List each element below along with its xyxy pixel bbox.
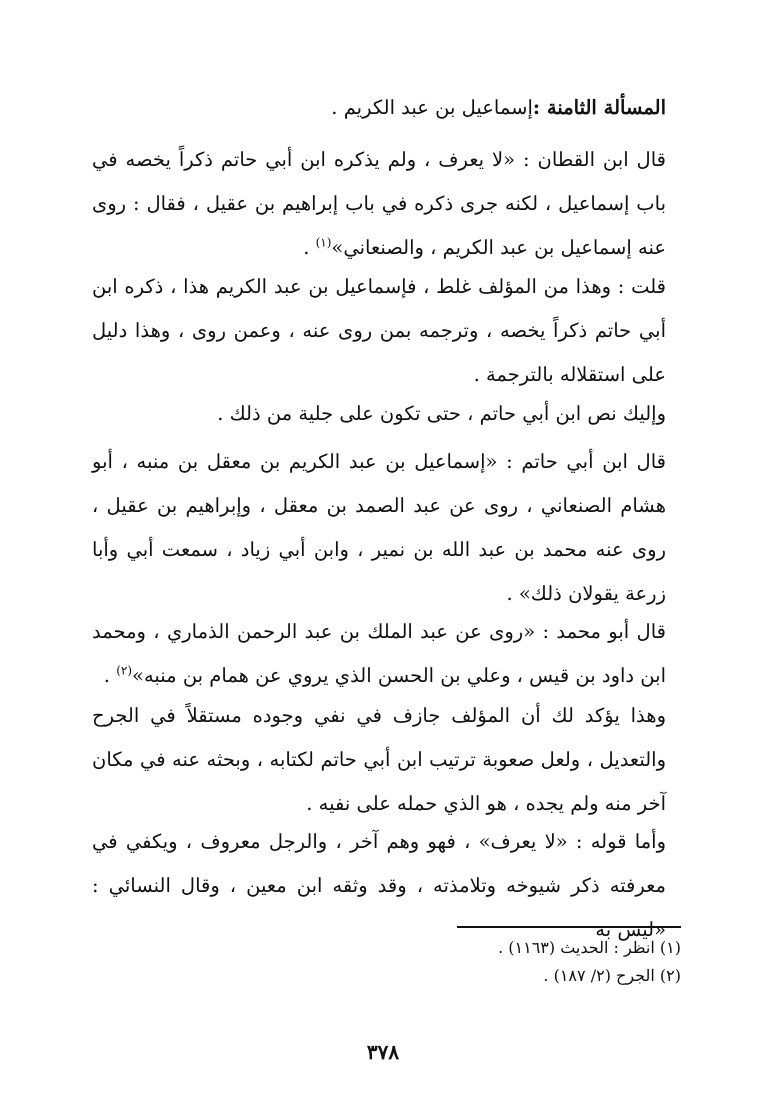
paragraph-4-text: قال ابن أبي حاتم : «إسماعيل بن عبد الكريم بن معقل بن منبه ، أبو هشام الصنعاني ، روى عن عبد الصمد بن معقل ، وإبراهيم بن عقيل ، روى عنه محمد بن عبد الله بن نمير ، وابن أبي زياد ، سمعت أبي وأبا زرعة يقولان ذلك» . <box>92 450 666 605</box>
footnote-ref-1: (١) <box>315 235 332 250</box>
footnote-2: (٢) الجرح (٢/ ١٨٧) . <box>543 966 681 985</box>
footnotes <box>300 934 681 990</box>
page-number: ٣٧٨ <box>366 1040 400 1064</box>
issue-heading-name: إسماعيل بن عبد الكريم . <box>331 96 533 119</box>
paragraph-5 <box>92 610 692 698</box>
footnote-ref-2: (٢) <box>116 663 133 678</box>
paragraph-7-text: وأما قوله : «لا يعرف» ، فهو وهم آخر ، والرجل معروف ، ويكفي في معرفته ذكر شيوخه وتلامذته ، وقد وثقه ابن معين ، وقال النسائي : «ليس به <box>92 830 666 941</box>
paragraph-6-text: وهذا يؤكد لك أن المؤلف جازف في نفي وجوده مستقلاً في الجرح والتعديل ، ولعل صعوبة ترتيب ابن أبي حاتم لكتابه ، وبحثه عنه في مكان آخر منه ولم يجده ، هو الذي حمله على نفيه . <box>92 704 666 815</box>
paragraph-3-text: وإليك نص ابن أبي حاتم ، حتى تكون على جلية من ذلك . <box>217 402 666 425</box>
issue-heading <box>92 86 692 130</box>
footnote-1: (١) انظر : الحديث (١١٦٣) . <box>498 938 681 957</box>
paragraph-3 <box>92 392 692 436</box>
paragraph-1-tail: . <box>303 236 316 259</box>
paragraph-1-text: قال ابن القطان : «لا يعرف ، ولم يذكره ابن أبي حاتم ذكراً يخصه في باب إسماعيل ، لكنه جرى ذكره في باب إبراهيم بن عقيل ، فقال : روى عنه إسماعيل بن عبد الكريم ، والصنعاني» <box>92 148 666 259</box>
footnote-divider <box>457 926 681 928</box>
paragraph-2-text: قلت : وهذا من المؤلف غلط ، فإسماعيل بن عبد الكريم هذا ، ذكره ابن أبي حاتم ذكراً يخصه ، وترجمه بمن روى عنه ، وعمن روى ، وهذا دليل على استقلاله بالترجمة . <box>92 275 666 386</box>
paragraph-6 <box>92 694 692 826</box>
paragraph-4 <box>92 440 692 616</box>
paragraph-2 <box>92 265 692 397</box>
paragraph-5-text: قال أبو محمد : «روى عن عبد الملك بن عبد الرحمن الذماري ، ومحمد ابن داود بن قيس ، وعلي بن الحسن الذي يروي عن همام بن منبه» <box>92 620 666 687</box>
issue-heading-label: المسألة الثامنة : <box>532 96 666 119</box>
paragraph-7 <box>92 820 692 952</box>
paragraph-5-tail: . <box>103 664 117 687</box>
paragraph-1 <box>92 138 692 270</box>
